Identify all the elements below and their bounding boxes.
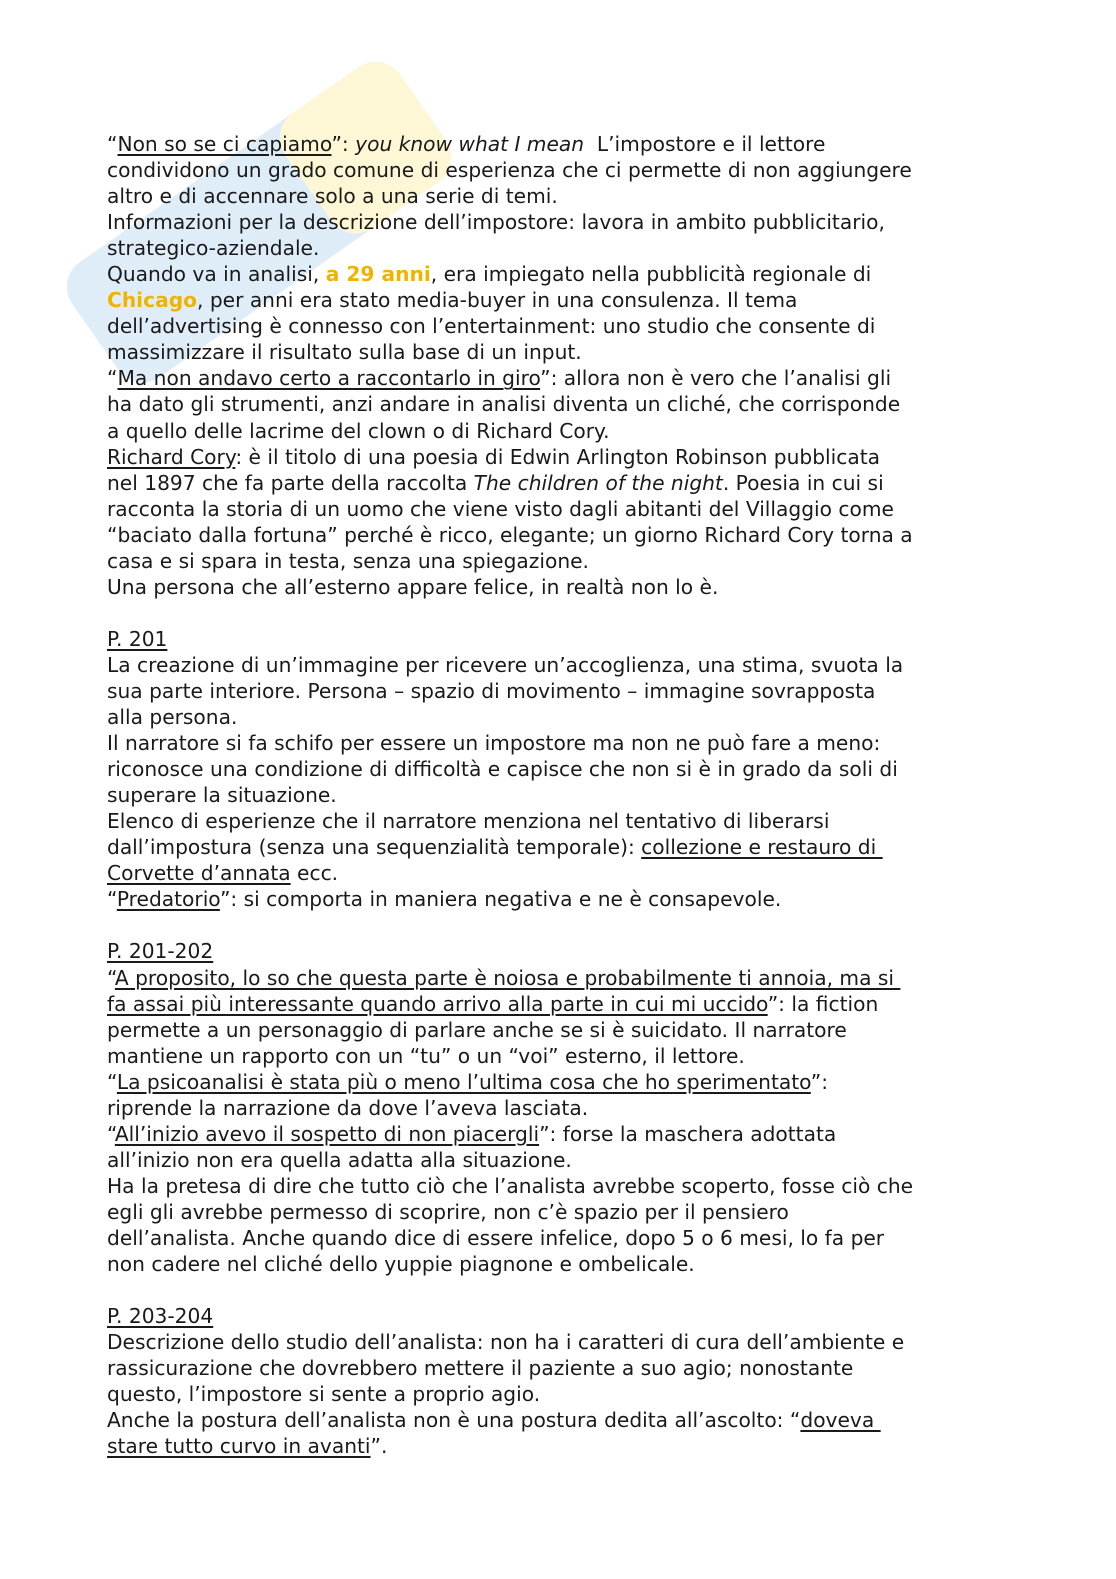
text-span: rassicurazione che dovrebbero mettere il paziente a suo agio; nonostante (107, 1356, 854, 1381)
text-span: ”: la fiction (767, 991, 879, 1016)
text-span: casa e si spara in testa, senza una spiegazione. (107, 548, 589, 573)
text-line (107, 365, 913, 391)
text-line (107, 1199, 913, 1225)
text-span: altro e di accennare solo a una serie di temi. (107, 184, 558, 209)
blank-line (107, 912, 913, 938)
underlined-text: Non so se ci capiamo (117, 132, 332, 156)
text-line (107, 391, 913, 417)
text-line (107, 418, 913, 444)
text-span: questo, l’impostore si sente a proprio agio. (107, 1382, 541, 1407)
text-line (107, 574, 913, 600)
text-line (107, 1173, 913, 1199)
text-line (107, 157, 913, 183)
text-line (107, 860, 913, 886)
text-line (107, 131, 913, 157)
text-line (107, 339, 913, 365)
text-span: riconosce una condizione di difficoltà e capisce che non si è in grado da soli di (107, 757, 898, 782)
text-span: : è il titolo di una poesia di Edwin Arlington Robinson pubblicata (235, 444, 881, 469)
text-line (107, 1121, 913, 1147)
text-line (107, 652, 913, 678)
text-span: ”: si comporta in maniera negativa e ne è consapevole. (219, 887, 782, 912)
text-span: egli gli avrebbe permesso di scoprire, non c’è spazio per il pensiero (107, 1199, 789, 1224)
text-span: dell’analista. Anche quando dice di essere infelice, dopo 5 o 6 mesi, lo fa per (107, 1225, 885, 1250)
text-span: ”: (331, 132, 356, 156)
text-span: dall’impostura (senza una sequenzialità temporale): (107, 835, 642, 860)
underlined-text: doveva (800, 1408, 881, 1433)
text-span: “ (107, 1121, 115, 1146)
text-line (107, 834, 913, 860)
text-span: sua parte interiore. Persona – spazio di movimento – immagine sovrapposta (107, 678, 876, 703)
underlined-text: A proposito, lo so che questa parte è noiosa e probabilmente ti annoia, ma si (114, 965, 901, 990)
text-span: massimizzare il risultato sulla base di un input. (107, 340, 582, 365)
text-line (107, 496, 913, 522)
text-span: Ha la pretesa di dire che tutto ciò che l’analista avrebbe scoperto, fosse ciò che (107, 1173, 914, 1198)
text-line (107, 1329, 913, 1355)
text-line (107, 938, 913, 964)
text-span: La creazione di un’immagine per ricevere un’accoglienza, una stima, svuota la (107, 652, 904, 677)
text-line (107, 287, 913, 313)
text-line (107, 1303, 913, 1329)
text-span: superare la situazione. (107, 783, 337, 808)
text-line (107, 678, 913, 704)
text-line (107, 444, 913, 470)
italic-text: The children of the night (473, 470, 723, 495)
text-line (107, 1017, 913, 1043)
text-span: permette a un personaggio di parlare anche se si è suicidato. Il narratore (107, 1017, 847, 1042)
text-span: mantiene un rapporto con un “tu” o un “voi” esterno, il lettore. (107, 1043, 745, 1068)
text-span: ecc. (290, 861, 339, 886)
underlined-text: All’inizio avevo il sospetto di non piacergli (114, 1121, 540, 1146)
text-line (107, 704, 913, 730)
text-span: L’impostore e il lettore (584, 132, 826, 156)
text-span: racconta la storia di un uomo che viene visto dagli abitanti del Villaggio come (107, 496, 894, 521)
underlined-text: fa assai più interessante quando arrivo alla parte in cui mi uccido (107, 991, 768, 1016)
text-line (107, 1043, 913, 1069)
text-span: ”: forse la maschera adottata (539, 1121, 837, 1146)
text-span: “ (107, 366, 118, 391)
text-span: , per anni era stato media-buyer in una consulenza. Il tema (197, 288, 798, 313)
text-line (107, 1433, 913, 1459)
text-line (107, 1407, 913, 1433)
text-line (107, 886, 913, 912)
underlined-text: collezione e restauro di (641, 835, 883, 860)
underlined-text: P. 203-204 (107, 1304, 214, 1329)
text-span: Informazioni per la descrizione dell’impostore: lavora in ambito pubblicitario, (107, 210, 885, 235)
text-span: Il narratore si fa schifo per essere un impostore ma non ne può fare a meno: (107, 731, 881, 756)
text-span: ”: allora non è vero che l’analisi gli (540, 366, 892, 391)
text-span: Quando va in analisi, (107, 262, 326, 287)
text-line (107, 522, 913, 548)
underlined-text: Predatorio (116, 887, 220, 912)
text-line (107, 730, 913, 756)
text-line (107, 1251, 913, 1277)
text-line (107, 991, 913, 1017)
text-span: Una persona che all’esterno appare felice, in realtà non lo è. (107, 574, 719, 599)
underlined-text: P. 201 (107, 626, 168, 651)
text-span: Elenco di esperienze che il narratore menziona nel tentativo di liberarsi (107, 809, 830, 834)
text-span: nel 1897 che fa parte della raccolta (107, 470, 474, 495)
text-span: . Poesia in cui si (722, 470, 884, 495)
text-line (107, 209, 913, 235)
text-line (107, 261, 913, 287)
underlined-text: stare tutto curvo in avanti (107, 1434, 371, 1459)
highlighted-text: a 29 anni (325, 262, 431, 287)
highlighted-text: Chicago (107, 288, 198, 313)
text-span: “ (107, 965, 115, 990)
underlined-text: P. 201-202 (107, 939, 214, 964)
text-line (107, 756, 913, 782)
text-line (107, 1355, 913, 1381)
blank-line (107, 600, 913, 626)
text-span: ”: (810, 1069, 829, 1094)
text-line (107, 183, 913, 209)
text-line (107, 1147, 913, 1173)
underlined-text: Ma non andavo certo a raccontarlo in giro (117, 366, 541, 391)
text-span: “ (107, 132, 118, 156)
text-line (107, 470, 913, 496)
document-page (107, 131, 913, 1459)
text-span: condividono un grado comune di esperienza che ci permette di non aggiungere (107, 158, 912, 183)
text-span: ha dato gli strumenti, anzi andare in analisi diventa un cliché, che corrisponde (107, 392, 901, 417)
text-span: riprende la narrazione da dove l’aveva lasciata. (107, 1095, 589, 1120)
text-span: strategico-aziendale. (107, 236, 320, 261)
text-span: “ (107, 887, 117, 912)
text-line (107, 782, 913, 808)
text-line (107, 1095, 913, 1121)
text-span: alla persona. (107, 705, 238, 730)
text-line (107, 965, 913, 991)
text-line (107, 1381, 913, 1407)
text-span: non cadere nel cliché dello yuppie piagnone e ombelicale. (107, 1252, 695, 1277)
text-span: “baciato dalla fortuna” perché è ricco, elegante; un giorno Richard Cory torna a (107, 522, 913, 547)
text-span: Anche la postura dell’analista non è una postura dedita all’ascolto: “ (107, 1408, 801, 1433)
text-span: dell’advertising è connesso con l’entertainment: uno studio che consente di (107, 314, 876, 339)
text-line (107, 548, 913, 574)
text-line (107, 313, 913, 339)
text-span: “ (107, 1069, 117, 1094)
text-line (107, 1069, 913, 1095)
text-line (107, 808, 913, 834)
italic-text: you know what I mean (355, 132, 585, 156)
underlined-text: La psicoanalisi è stata più o meno l’ultima cosa che ho sperimentato (116, 1069, 811, 1094)
text-span: a quello delle lacrime del clown o di Richard Cory. (107, 418, 610, 443)
underlined-text: Corvette d’annata (107, 861, 291, 886)
text-line (107, 235, 913, 261)
text-span: all’inizio non era quella adatta alla situazione. (107, 1147, 572, 1172)
underlined-text: Richard Cory (107, 444, 236, 469)
text-span: , era impiegato nella pubblicità regionale di (430, 262, 872, 287)
blank-line (107, 1277, 913, 1303)
text-span: ”. (370, 1434, 388, 1459)
text-line (107, 626, 913, 652)
text-line (107, 1225, 913, 1251)
text-span: Descrizione dello studio dell’analista: non ha i caratteri di cura dell’ambiente e (107, 1330, 905, 1355)
